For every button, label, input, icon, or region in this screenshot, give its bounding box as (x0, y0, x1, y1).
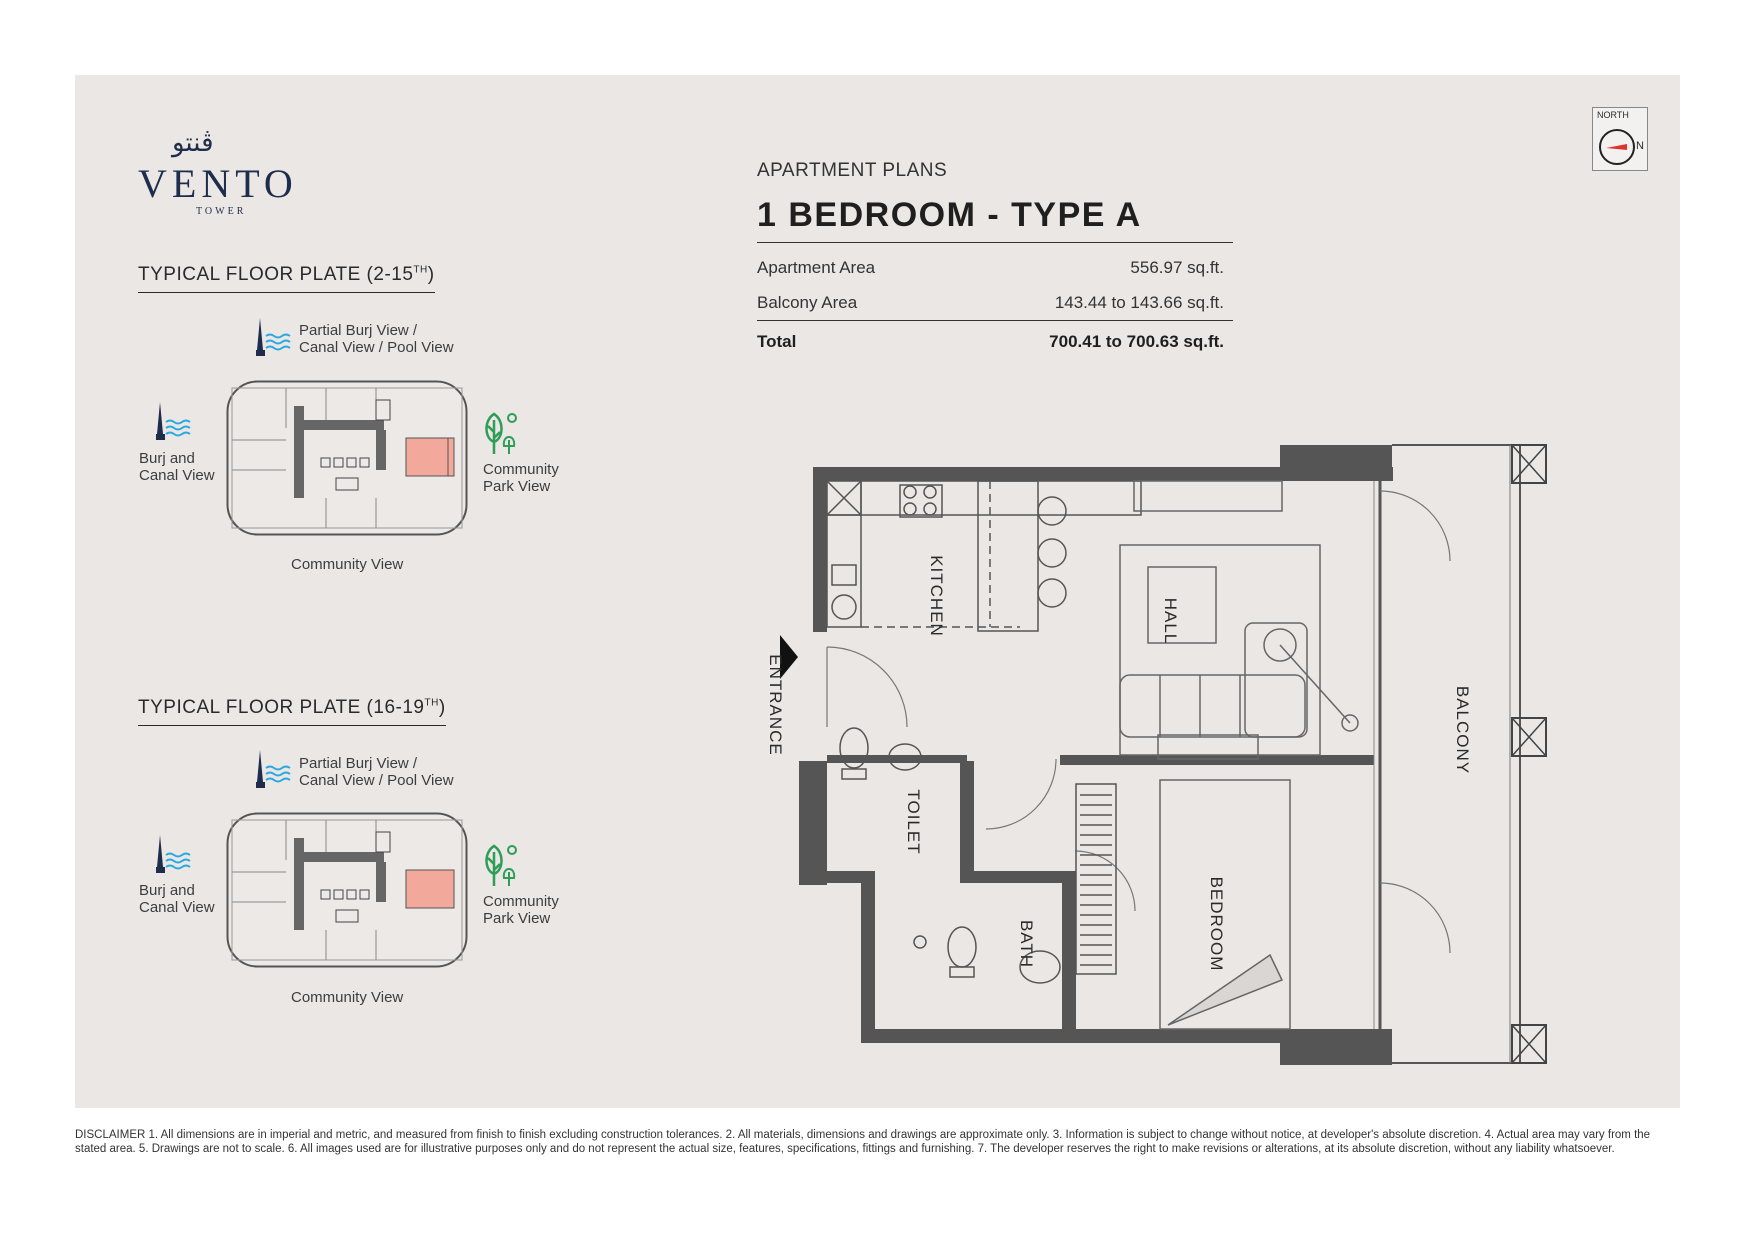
burj-water-icon (250, 316, 294, 360)
total-area-row: Total 700.41 to 700.63 sq.ft. (757, 332, 1224, 351)
room-label-toilet: TOILET (904, 789, 923, 855)
view-left-2: Burj and Canal View (139, 882, 215, 916)
view-right-1: Community Park View (483, 461, 559, 495)
floor-plate-title-2: TYPICAL FLOOR PLATE (16-19TH) (138, 697, 446, 726)
burj-water-icon (150, 833, 194, 877)
view-right-2: Community Park View (483, 893, 559, 927)
room-label-kitchen: KITCHEN (927, 555, 946, 637)
logo-arabic: ڤنتو (172, 128, 214, 158)
compass-letter: N (1636, 140, 1644, 152)
balcony-area-row: Balcony Area 143.44 to 143.66 sq.ft. (757, 293, 1224, 312)
view-left-1: Burj and Canal View (139, 450, 215, 484)
compass-needle (1606, 144, 1627, 150)
total-rule (757, 320, 1233, 321)
view-bottom-2: Community View (291, 989, 404, 1006)
burj-water-icon (150, 400, 194, 444)
title-rule (757, 242, 1233, 243)
apartment-title: 1 BEDROOM - TYPE A (757, 196, 1142, 234)
view-bottom-1: Community View (291, 556, 404, 573)
room-label-hall: HALL (1161, 597, 1180, 645)
tree-icon (480, 410, 524, 458)
floor-plate-diagram-1 (226, 380, 468, 536)
kitchen-fixtures (827, 481, 1141, 631)
compass-label: NORTH (1597, 110, 1629, 120)
apartment-area-row: Apartment Area 556.97 sq.ft. (757, 258, 1224, 277)
north-compass (1592, 107, 1648, 171)
floor-plate-title-1: TYPICAL FLOOR PLATE (2-15TH) (138, 264, 435, 293)
hall-furniture (1120, 481, 1358, 759)
logo-vento: VENTO (138, 161, 298, 206)
floor-plate-diagram-2 (226, 812, 468, 968)
view-top-2: Partial Burj View / Canal View / Pool View (299, 755, 454, 789)
door-swings (827, 491, 1450, 953)
room-label-bedroom: BEDROOM (1207, 876, 1226, 972)
room-label-entrance: ENTRANCE (766, 654, 785, 756)
room-label-balcony: BALCONY (1453, 685, 1472, 775)
view-top-1: Partial Burj View / Canal View / Pool View (299, 322, 454, 356)
burj-water-icon (250, 748, 294, 792)
disclaimer: DISCLAIMER 1. All dimensions are in imperial and metric, and measured from finish to finish excluding construction tolerances. 2. All materials, dimensions and drawings are approximate only. 3. Information is subject to change without notice, at developer's absolute discretion. 4. Actual area may vary from the stated area. 5. Drawings are not to scale. 6. All images used are for illustrative purposes only and do not represent the actual size, features, specifications, fittings and furnishing. 7. The developer reserves the right to make revisions or alterations, at its absolute discretion, without any liability whatsoever. (75, 1129, 1651, 1155)
apartment-plans-kicker: APARTMENT PLANS (757, 160, 948, 181)
tree-icon (480, 842, 524, 890)
logo-tower: TOWER (196, 206, 247, 217)
apartment-floor-plan (750, 435, 1560, 1075)
room-label-bath: BATH (1017, 919, 1036, 969)
